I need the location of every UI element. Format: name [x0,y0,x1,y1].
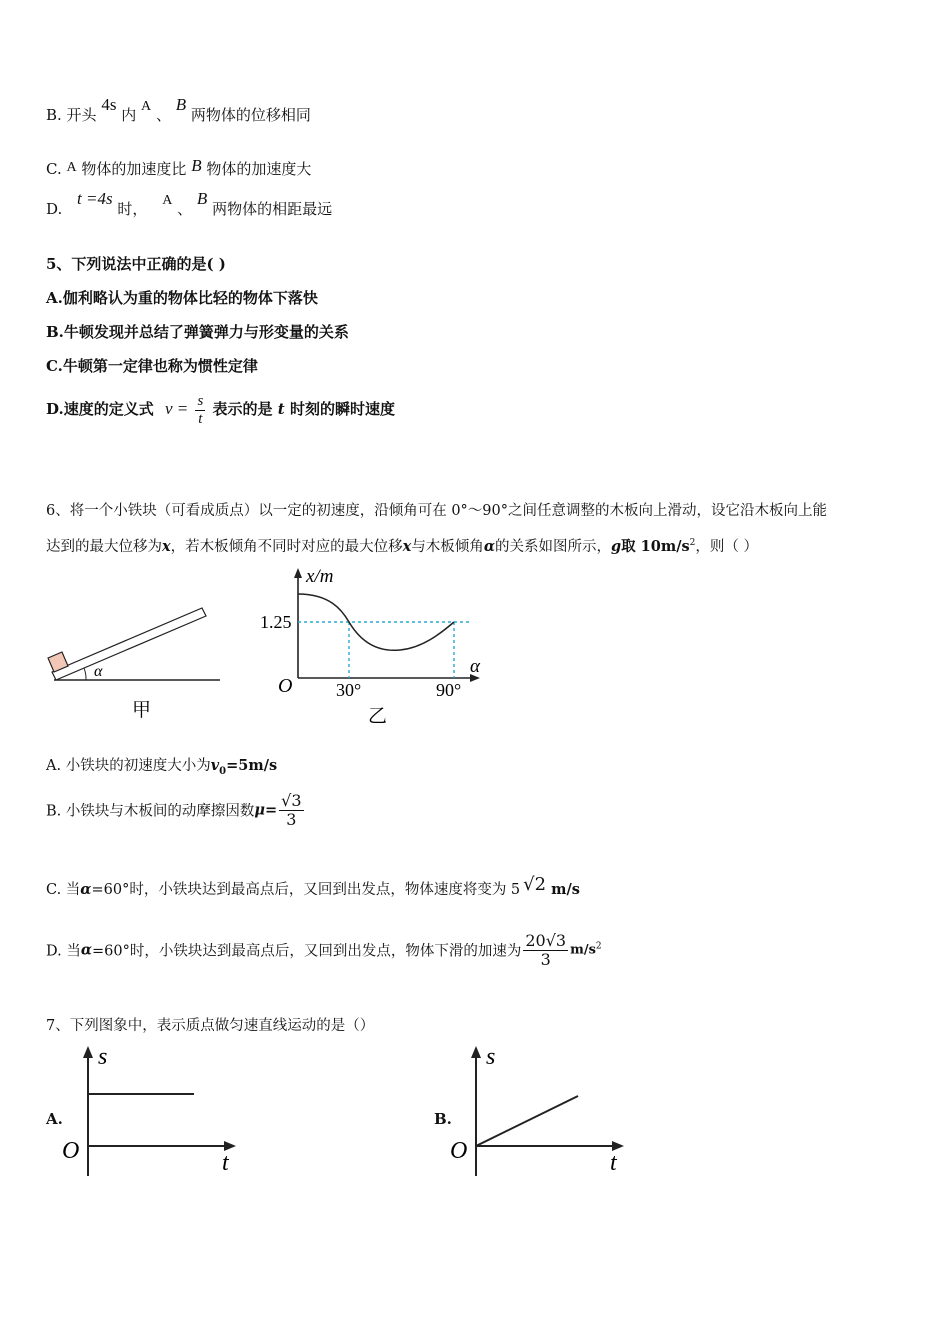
q5-option-a: A.伽利略认为重的物体比轻的物体下落快 [46,289,318,307]
q7-b-label: B. [434,1110,452,1128]
q5d-fraction [195,393,205,427]
jia-alpha-label: α [94,663,103,680]
q4c-suffix: 物体的加速度大 [206,160,312,178]
jia-angle-arc [84,668,86,680]
q6a-v0: v [210,757,220,774]
q6b-fraction [279,792,303,828]
q5d-num: s [197,393,204,409]
qb-s: s [486,1044,496,1070]
qa-s: s [98,1044,108,1070]
q4d-b: B [196,189,208,208]
q6-stem-line2 [46,535,758,556]
q6-s2alpha: α [483,538,495,555]
q5d-suffix2: 时刻的瞬时速度 [289,400,395,418]
q4c-prefix: C. [46,160,62,178]
q4d-prefix: D. [46,200,63,218]
jia-board [52,608,206,680]
q4b-b: B [175,95,187,114]
q6c-root: √2 [523,874,547,895]
qb-y-arrow [471,1046,481,1058]
q6d-mid: =60°时，小铁块达到最高点后，又回到出发点，物体下滑的加速为 [92,943,522,960]
q6d-alpha: α [80,941,92,959]
jia-caption: 甲 [132,699,152,721]
q6-s2b: ，若木板倾角不同时对应的最大位移 [170,539,403,555]
q6-s2f: ，则（ ） [695,539,758,555]
q6-option-d [46,932,602,968]
figure-jia [40,600,230,730]
q6c-prefix: C. 当 [46,882,81,898]
q6-s2e: 取 10m/s [621,538,690,555]
yi-y-arrow [294,568,302,578]
q5-option-c: C.牛顿第一定律也称为惯性定律 [46,357,258,375]
q6-s2x2: x [402,538,412,555]
q4c-a: A [66,160,77,175]
qa-y-arrow [83,1046,93,1058]
q4-option-b [46,95,311,125]
q6d-unit: m/s [570,942,596,958]
q6b-num: √3 [281,791,302,810]
yi-origin: O [278,675,293,697]
q6-s2c: 与木板倾角 [411,539,484,555]
q4c-b: B [191,156,202,175]
qa-o: O [62,1138,80,1164]
q4-option-c [46,158,311,179]
q4d-eq: t =4s [77,189,113,208]
q4d-suffix: 两物体的相距最远 [212,200,333,218]
figure-yi [250,560,500,730]
yi-x1: 30° [336,680,362,700]
q6d-fraction [523,932,568,968]
q4b-time: 4s [101,95,117,114]
qb-o: O [450,1138,468,1164]
q4b-in: 内 [121,106,137,124]
yi-x2: 90° [436,680,462,700]
q6-s2a: 达到的最大位移为 [46,539,162,555]
q5d-v: v = [164,399,189,418]
q4b-suffix: 两物体的位移相同 [190,106,311,124]
q5-option-d [46,393,395,427]
q7-graph-a [58,1040,248,1185]
q6d-den: 3 [540,949,551,969]
q5-stem: 5、下列说法中正确的是( ) [46,255,226,273]
q6-s2x: x [162,538,171,555]
q4d-sep: 、 [177,200,193,218]
q4d-when: 时， [117,200,148,218]
q7-graph-b [446,1040,636,1185]
q6-option-a [46,754,277,777]
q5d-t: t [277,400,285,418]
q5-option-b: B.牛顿发现并总结了弹簧弹力与形变量的关系 [46,323,349,341]
q6-option-c [46,874,580,899]
q6a-suffix: =5m/s [226,757,278,774]
qa-t: t [222,1150,229,1176]
q5d-prefix: D.速度的定义式 [46,400,154,418]
q6b-den: 3 [286,809,297,829]
yi-xlabel: α [470,656,480,677]
q7-a-label: A. [46,1110,63,1128]
q6-s2sup: 2 [689,538,696,549]
yi-yvalue: 1.25 [260,612,292,632]
q6b-mu: μ [254,801,265,819]
q4b-sep: 、 [155,106,171,124]
q6c-mid: =60°时，小铁块达到最高点后，又回到出发点，物体速度将变为 5 [91,882,521,898]
q6a-prefix: A. 小铁块的初速度大小为 [46,758,211,774]
q4b-a: A [141,99,152,114]
q6d-num: 20√3 [525,931,567,950]
yi-ylabel: x/m [306,566,334,587]
q6a-sub: 0 [219,765,227,777]
q6b-eq: = [265,801,278,819]
q6-s2d: 的关系如图所示， [494,539,611,555]
q5d-den: t [198,410,203,427]
q6c-unit: m/s [546,881,580,898]
q6-s2g: g [610,538,622,555]
qb-line [476,1096,578,1146]
q4d-a: A [162,193,173,208]
q4c-mid: 物体的加速度比 [81,160,187,178]
q6b-prefix: B. 小铁块与木板间的动摩擦因数 [46,803,255,820]
q6d-prefix: D. 当 [46,943,81,960]
q4b-prefix: B. 开头 [46,106,97,124]
q5d-suffix1: 表示的是 [212,400,273,418]
q6d-sup: 2 [595,941,602,952]
q6c-alpha: α [80,881,92,898]
qb-t: t [610,1150,617,1176]
q6-stem-line1: 6、将一个小铁块（可看成质点）以一定的初速度，沿倾角可在 0°～90°之间任意调整的木板向上滑动，设它沿木板向上能 [46,503,828,519]
yi-caption: 乙 [368,705,388,727]
q4-option-d [46,189,333,219]
q6-option-b [46,792,306,828]
q7-stem: 7、下列图象中，表示质点做匀速直线运动的是（） [46,1018,375,1034]
